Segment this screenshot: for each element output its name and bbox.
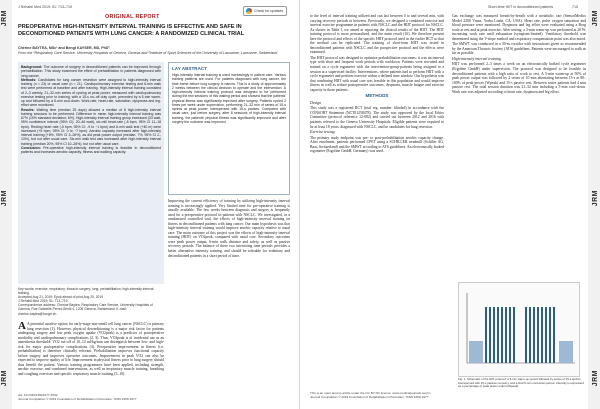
design-text: This study was a registered RCT (trial reg. number: blinded) in accordance with the CONSORT Statement (NCT01258478). The study was approved by the local Ethics Committee (protocol reference 12-082) and carried out between 2012 and 2016 with patients referred to the Geneva University Hospitals. Eligible patients were required to be at least 18 years, diagnosed with NSCLC, and be candidates for lung resection. [310, 106, 444, 129]
side-label: JRM [1, 370, 8, 387]
page-number: 715 [572, 5, 578, 9]
abstract-conclusion: Conclusion: Pre-operative high-intensity interval training is feasible in deconditioned patients and increases aerobic capacity, fitness and walking capacity. [21, 145, 161, 154]
right-column-1 [310, 14, 444, 389]
side-label: JRM [592, 10, 599, 27]
affiliations: From the ¹Respiratory Care Service, University Hospitals of Geneva, Geneva and ²Institute of Sport Sciences of the University of Lausanne, Lausanne, Switzerland [18, 50, 278, 55]
lay-abstract-title: LAY ABSTRACT [172, 66, 208, 71]
journal-compilation: Journal Compilation © 2019 Foundation of Rehabilitation Information. ISSN 1650-1977 [18, 396, 137, 401]
right-side-band [588, 0, 600, 409]
author-block [18, 46, 288, 55]
body-paragraph: Gas exchange was measured breath-by-breath with a metabolic cart (SensorMedics Model 2200 Vmax, Yorba Linda, CA, USA). Heart rate, pulse oxygen saturation and blood pressure were monitored. Dyspnoea and leg effort were evaluated using a Borg scale at rest and at peak exercise. After testing, a 3-min warm-up was performed at 20 W, increasing work rate until exhaustion (symptom-limited). Ventilatory threshold was determined using the V-slope method and respiratory compensation point was also noted. [452, 14, 586, 41]
running-header: Short-time HIIT in deconditioned patients [488, 5, 554, 9]
body-paragraph: The 6MWT was conducted in a 30-m corridor with instructions given as recommended by the American Thoracic Society (ATS) guidelines. Patients were encouraged to walk as far as possible. [452, 42, 586, 56]
intro-column-right [168, 199, 290, 385]
intro-column-left [18, 322, 164, 390]
side-label: JRM [1, 10, 8, 27]
right-footer [310, 392, 450, 400]
authors: Chérine BAYTEA, MSc¹ and Bengt KAYSER, MD, PhD² [18, 46, 110, 50]
check-updates-button[interactable] [243, 6, 287, 16]
accepted-date: Accepted Aug 21, 2019; Epub ahead of print Aug 29, 2019 [18, 295, 104, 300]
keywords-block [18, 287, 164, 316]
side-label: JRM [592, 370, 599, 387]
lay-abstract-text: High-intensity interval training is used increasingly in patient care. Various training patterns are used. For patients diagnosed with lung cancer, the time frame before lung surgery is narrow. This is a study of approximately 2 weeks between the clinical decision to operate and the intervention. A high-intensity interval training protocol was designed to be performed during the few sessions of this waiting period and showed that the patients' physical fitness was significantly improved after surgery. Patients cycled 2 times per week under supervision, performing 21–32 min of series of 15-s sprints at peak power, interspersed with 15-s pauses. Compared with usual care, just before surgery, after 8 sessions of high-intensity interval training, the patients' physical fitness was significantly improved and after surgery the outcome was improved. [172, 73, 286, 124]
correspondence: Correspondence address: Chérine Baytea, Respiratory Care Service, University Hospitals of Geneva, Rue Gabrielle-Perret-Gentil 4, 1205 Geneva, Switzerland. E-mail: cherine.baytea@hcuge.ch [18, 303, 153, 316]
left-side-band [0, 0, 12, 409]
intro-paragraph-1: A A potential curative option for early-stage non-small cell lung cancer (NSCLC) is primary lung resection (1). However, physical deconditioning is a major risk factor for patients undergoing surgery and low peak oxygen uptake (VO2peak) is a predictor of postoperative morbidity and cardiopulmonary complications (2, 3). Thus, VO2peak is of incidental use as an anaesthesia threshold: VO2 cut-off of 10–12 ml/kg/min can distinguish between low- and high-risk for major postoperative complications (4). Preoperative improvement in fitness (i.e. prehabilitation) is therefore clinically relevant. Prehabilitation improves functional capacity before surgery and improves operative outcomes. Improvement in peak VO2 can also be expected to improve quality of life. Improvement in physical fitness prior to lung surgery should thus benefit the patient. Various training programmes have been applied, including strength, aerobic exercise, and combined interventions, as well as inspiratory muscle training, breathing and coughing exercises and specific respiratory muscle training (5–10). [18, 322, 164, 377]
body-paragraph: The HIIT protocol was designed to optimize prehabilitation outcomes: it was an interval type with short and frequent work periods with cooldown. Patients were recruited and trained on a cycle ergometer with the intervention-group-patients being assigned to a session at a supervised facility. Interventions, where patients had to perform HIIT with a cycle ergometer and perform exercise within a defined time window. Our hypothesis was that combining HIIT with usual care was feasible in this population and would improve fitness as well as reduce postoperative outcomes, dyspnoea, muscle fatigue and exercise capacity in these patients. [310, 55, 444, 92]
figure-1 [458, 282, 580, 377]
citation: J Rehabil Med 2019; 51: 713–719 [18, 299, 68, 304]
lay-abstract [168, 62, 290, 195]
side-label: JRM [592, 190, 599, 207]
methods-heading: METHODS [365, 93, 389, 99]
abstract-background: Background: The outcome of surgery in deconditioned patients can be improved through prehabilitation. This study examined the effect of prehabilitation in patients diagnosed with lung cancer. [21, 65, 161, 78]
keywords: Key words: exercise; respiratory; thoracic surgery; lung; prehabilitation; high-intensity interval training. [18, 287, 154, 296]
running-header: J Rehabil Med 2019; 51: 713–719 [18, 5, 72, 9]
check-updates-label: Check for updates [254, 9, 284, 13]
abstract-results: Results: Waiting time (median 25 days) allowed a median of 8 high-intensity interval training sessions to be performed. Difference in mean high-intensity interval training was 67% (10% standard deviation; 6%). High-intensity interval training group increased (33 watt, 95% confidence interval (95% CI): 20–46 watt), six-mill heart-rate (-8 bpm, 95% CI 11–18 bpm). Resting heart rate (-5 bpm, 95% CI: -9 to −1 bpm) and 6-min walk test (+40 m) were increased (+5 bpm, 95% CI: 0 to −7 bpm). Aerobic capacity increased after high-intensity interval training (+8%, 95% CI 3–26%), as did peak power output (median: 7%, 95% CI 2–13%), but not after usual care. Six-min walk test was increased after high-intensity interval training (median 20%, 95% CI 10–26%), but not after usual care. [21, 107, 161, 146]
exercise-testing-text: The primary study endpoint was pre- to post-prehabilitation aerobic capacity change. After enrolment, patients performed CPET using a SCHILLER treadmill (Schiller AG, Baar, Switzerland) and the 6MWT according to ATS guidelines. An electronically braked ergometer (Ergoline GmbH, Germany) was used. [310, 135, 444, 154]
exercise-testing-heading: Exercise testing [310, 130, 335, 135]
journal-compilation: Journal Compilation © 2019 Foundation of Rehabilitation Information. ISSN 1650-1977 [310, 394, 429, 399]
section-label: ORIGINAL REPORT [105, 14, 160, 20]
right-column-2 [452, 14, 586, 278]
figure-caption: Fig. 1. Schematic of the HIIT protocol: a 5-min warm-up period followed by series of 15-s sprints interspersed with 15-s passive recovery, and a final 5-min cool-down period. Intensity is expressed as a percentage of peak power output (Wpeak). [458, 377, 584, 389]
article-title: PREOPERATIVE HIGH-INTENSITY INTERVAL TRAINING IS EFFECTIVE AND SAFE IN DECONDITIONED PATIENTS WITH LUNG CANCER: A RANDOMIZED CLINICAL TRIAL [18, 24, 245, 37]
intro-paragraph-2: Improving the current efficiency of training by utilizing high-intensity interval training is increasingly applied. Very limited time for pre-operative training is usually available. The few weeks between diagnosis and surgery is frequently used for a preoperative protocol in patients with NSCLC. We investigated, in a randomized controlled trial, the effects of high-intensity interval training on fitness in deconditioned patients with lung cancer. Our main hypothesis was that high-intensity interval training would improve aerobic capacity relative to usual care. The main outcome of this project was the effects of high-intensity interval training (HIIT) on VO2peak, compared with usual care. Secondary outcomes were peak power output, 6-min walk distance and safety, as well as passive recovery periods. The balance of these two interacting time periods provides a better alternative intensity training, and should be tolerable for sedentary and deconditioned patients in a short period of time. [168, 199, 290, 258]
hiit-heading: High-intensity interval training [452, 56, 501, 61]
left-footer [18, 394, 288, 402]
design-heading: Design [310, 100, 322, 105]
crossmark-icon [246, 8, 252, 14]
side-label: JRM [1, 190, 8, 207]
license-note: This is an open access article under the CC BY-NC license. www.medicaljournals.se/jrm [310, 391, 431, 395]
hiit-text: HIIT was performed 2–3 times a week on an electronically braked cycle ergometer (Ergoline GmbH) under supervision. The protocol was designed to be feasible in deconditioned patients with a high ratio of work to rest. A 5-min warm-up at 50% of peak power output was followed by 2 series of 10 min alternating between 15-s at 80–100% of peak power (Wpeak) and 15-s passive rest. Between series patients had 4 min passive rest. The total session duration was 21–32 min including a 5-min cool-down. Work rate was adjusted according to heart rate, dyspnoea and leg effort. [452, 62, 586, 94]
doi: doi: 10.2340/16501977-2592 [18, 393, 58, 397]
abstract [18, 62, 164, 284]
abstract-methods: Methods: Candidates for lung cancer resection were assigned to high-intensity interval training (n = 23) or usual care (n = 21). Cardiopulmonary exercise testing and 6-min walk test were performed at baseline and after training. High-intensity interval training consisted of 2–3 weekly, 21–32-min series of cycling at peak power, measured with cardiopulmonary exercise testing prior to training, with a 15-s on–off duty cycle, preceded by a 5-min warm-up and followed by a 5-min cool-down. Work-rate, heart-rate, saturation, dyspnoea and leg-effort were monitored. [21, 77, 161, 108]
right-page [300, 0, 600, 409]
hiit-protocol-diagram [459, 283, 581, 378]
body-paragraph: to the level of interval training utilized and can last between 0 to and several min, with varying recovery periods in between. Previously, we designed a combined exercise and interval exercise programme in patients with NSCLC and the HIIT protocol for NSCLC. As shown in Table I, we aimed at reporting the clinical results of the HIIT. The HIIT training protocol is more personalized, and the main result (16). We therefore present here the protocol and effects of the specific HIIT protocol used in the earlier RCT so that the method can be replicated. The training of short-term HIIT was tested in deconditioned patients with NSCLC and the prospective protocol and the effects were examined. [310, 14, 444, 55]
